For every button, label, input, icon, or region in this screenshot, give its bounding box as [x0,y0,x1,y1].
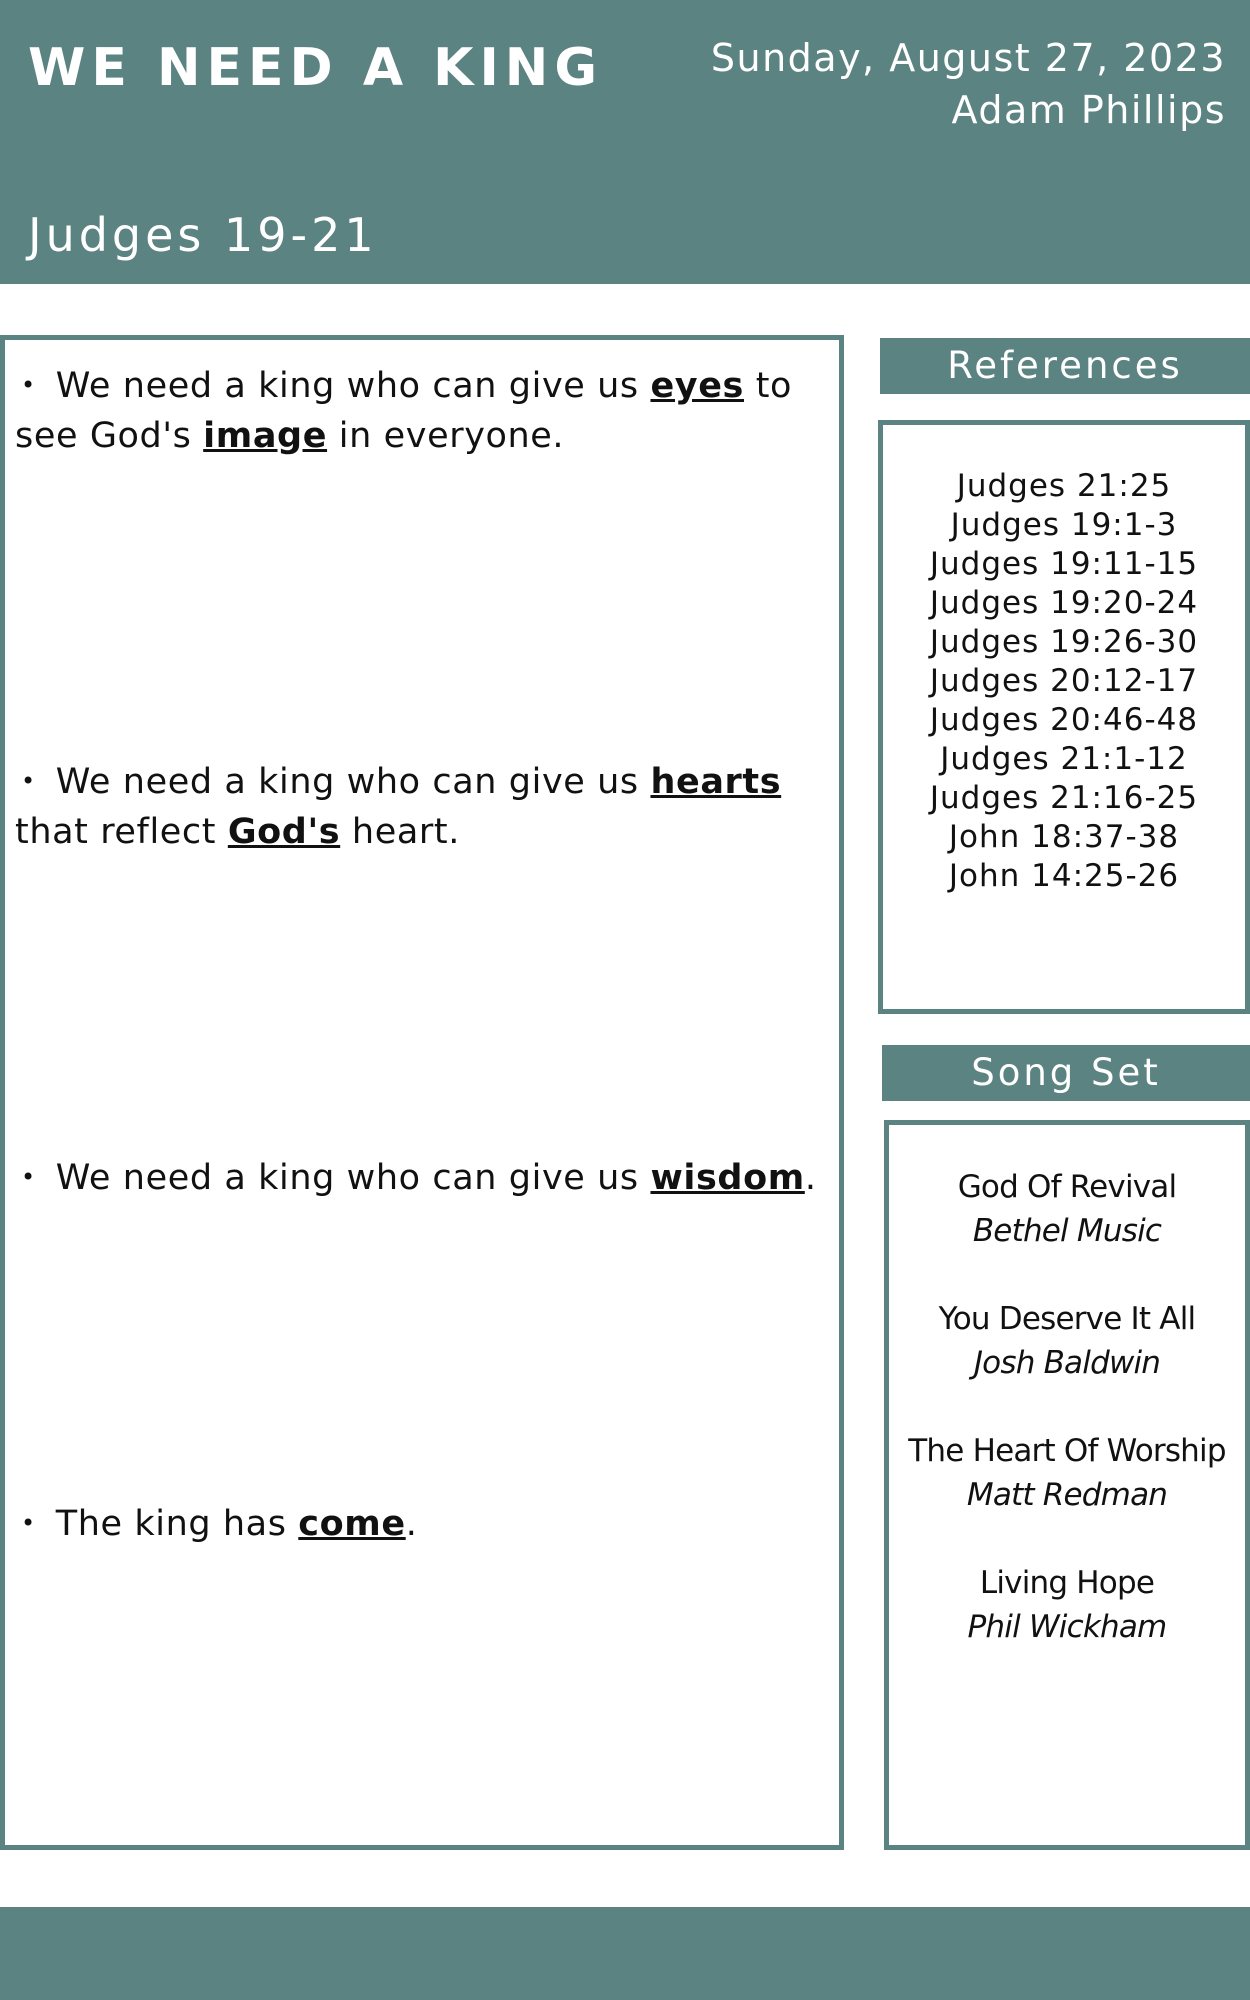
bullet-icon: • [21,1163,36,1191]
footer-bar [0,1907,1250,2000]
song-list [889,1165,1245,1693]
sermon-notes-panel [0,335,844,1850]
point-text: heart. [340,812,460,852]
bullet-icon: • [21,1509,36,1537]
song-name: You Deserve It All [938,1301,1196,1337]
header-banner [0,0,1250,284]
song-artist: Phil Wickham [967,1609,1167,1645]
references-heading: References [880,338,1250,394]
fill-in-blank: hearts [650,762,782,802]
sermon-point [15,360,825,461]
fill-in-blank: come [298,1504,406,1544]
reference-item: Judges 20:46-48 [929,702,1199,738]
point-text: that reflect [15,812,228,852]
fill-in-blank: eyes [650,366,744,406]
song-set-panel [884,1120,1250,1850]
song-entry [889,1165,1245,1297]
fill-in-blank: wisdom [650,1158,805,1198]
bullet-icon: • [21,767,36,795]
song-entry [889,1429,1245,1561]
song-name: God Of Revival [957,1169,1177,1205]
sermon-point [15,756,825,857]
song-artist: Matt Redman [966,1477,1168,1513]
point-text: We need a king who can give us [55,1158,651,1198]
reference-item: Judges 19:1-3 [950,507,1178,543]
sermon-point [15,1498,825,1549]
song-set-heading: Song Set [882,1045,1250,1101]
reference-item: Judges 21:16-25 [929,780,1199,816]
point-text: to see God's [15,366,793,456]
point-text: The king has [55,1504,299,1544]
references-list [883,467,1245,896]
sermon-date: Sunday, August 27, 2023 [710,36,1226,80]
fill-in-blank: God's [227,812,341,852]
bullet-icon: • [21,371,36,399]
scripture-passage: Judges 19-21 [28,208,378,262]
reference-item: John 18:37-38 [948,819,1180,855]
song-name: Living Hope [979,1565,1155,1601]
point-text: in everyone. [327,416,565,456]
reference-item: Judges 19:20-24 [929,585,1199,621]
song-name: The Heart Of Worship [908,1433,1226,1469]
reference-item: Judges 19:26-30 [929,624,1199,660]
sermon-point [15,1152,825,1203]
point-text: We need a king who can give us [55,366,651,406]
reference-item: Judges 21:25 [956,468,1172,504]
point-text: . [804,1158,817,1198]
song-artist: Josh Baldwin [973,1345,1161,1381]
point-text: We need a king who can give us [55,762,651,802]
fill-in-blank: image [203,416,328,456]
reference-item: Judges 19:11-15 [929,546,1199,582]
song-entry [889,1561,1245,1693]
speaker-name: Adam Phillips [951,88,1226,132]
song-artist: Bethel Music [972,1213,1162,1249]
sermon-title: WE NEED A KING [28,38,604,98]
point-text: . [405,1504,418,1544]
reference-item: Judges 21:1-12 [940,741,1188,777]
reference-item: Judges 20:12-17 [929,663,1199,699]
reference-item: John 14:25-26 [948,858,1180,894]
references-panel [878,420,1250,1014]
song-entry [889,1297,1245,1429]
